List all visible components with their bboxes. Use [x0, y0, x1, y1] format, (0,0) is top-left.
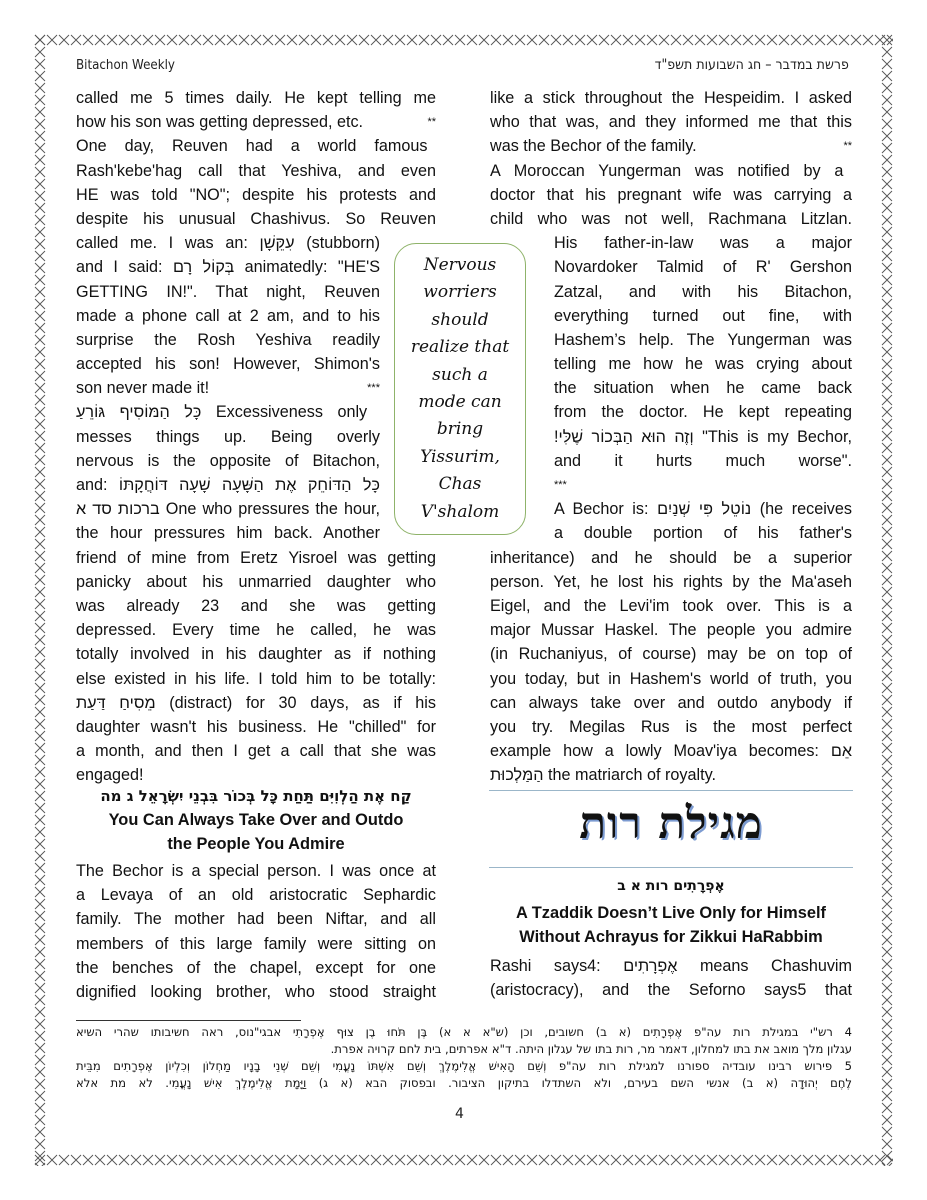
text-line: child who was not well, Rachmana Litzlan. — [490, 209, 852, 228]
text-line: GETTING IN!". That night, Reuven — [76, 282, 380, 301]
text-line: The Bechor is a special person. I was once at — [76, 862, 436, 880]
paragraph-2 — [76, 231, 436, 400]
footnote-separator — [76, 1020, 301, 1021]
text-line: a month, and then I get a call that she was — [76, 742, 436, 761]
text-line: like a stick throughout the Hespeidim. I asked — [490, 89, 852, 107]
text-line: Rash'kebe'hag call that Yeshiva, and even — [76, 161, 436, 180]
text-line: despite his unusual Chashivus. So Reuven — [76, 209, 436, 228]
text-line: and I said: בְּקוֹל רָם animatedly: "HE'S — [76, 258, 380, 277]
paragraph-1 — [76, 86, 436, 231]
title-divider-bottom — [489, 867, 853, 868]
megila-title: מגילת רות — [579, 798, 763, 849]
paragraph-3 — [76, 400, 436, 787]
text-line: HE was told "NO"; despite his protests and — [76, 185, 436, 204]
text-line: (aristocracy), and the Seforno says5 that — [490, 981, 852, 1000]
text-line: the hour pressures him back. Another — [76, 524, 380, 543]
text-line: how his son was getting depressed, etc. ** — [76, 110, 436, 134]
text-line: כָּל הַמּוֹסִיף גּוֹרֵעַ Excessiveness only — [76, 403, 368, 422]
text-line: family. The mother had been Niftar, and all — [76, 910, 436, 929]
border-bottom-pattern — [34, 1154, 893, 1166]
text-line: the situation when he came back — [554, 379, 852, 398]
text-line: Novardoker Talmid of R' Gershon — [554, 258, 852, 277]
text-line: son never made it! *** — [76, 376, 380, 400]
left-column — [76, 86, 436, 787]
paragraph-2 — [490, 159, 852, 498]
footnote-4-line: עגלון מלך מואב את בתו למחלון, דאמר מר, רות בתו של עגלון היתה. ד"א אפרתים, בית לחם קרויה אפרת. — [330, 1042, 852, 1056]
text-line: major Mussar Haskel. The people you admire — [490, 621, 852, 640]
text-line: from the doctor. He kept repeating — [554, 403, 852, 422]
section-separator: *** — [554, 479, 567, 491]
text-line: panicky about his unmarried daughter who — [76, 572, 436, 591]
text-line: you try. Megilas Rus is the most perfect — [490, 717, 852, 736]
text-line: can always take over and outdo anybody if — [490, 693, 852, 712]
text-line: A Moroccan Yungerman was notified by a — [490, 161, 844, 180]
text-line: depressed. Every time he called, he was — [76, 621, 436, 640]
page-number: 4 — [455, 1106, 464, 1122]
footnote-5-line: 5 פירוש רבינו עובדיה ספורנו למגילת רות עה"פ וְשֵׁם הָאִישׁ אֱלִימֶלֶךְ וְשֵׁם אִשְׁתּוֹ נָעֳמִי וְשֵׁם שְׁנֵי בָנָיו מַחְלוֹן וְכִלְיוֹן אֶפְרָתִים מִבֵּית — [76, 1059, 852, 1073]
text-line: example how a lowly Moav'iya becomes: אֵם — [490, 742, 852, 761]
text-line: called me. I was an: עִקֵּשָׁן (stubborn) — [76, 234, 380, 253]
text-line: was already 23 and she was getting — [76, 596, 436, 615]
text-line: accepted his son! However, Shimon's — [76, 355, 380, 374]
text-line: and: כָּל הַדּוֹחֵק אֶת הַשָּׁעָה שָׁעָה דּוֹחֲקָתּוֹ — [76, 476, 380, 494]
text-line: Hashem’s help. The Yungerman was — [554, 330, 852, 349]
border-left-pattern — [34, 34, 46, 1166]
text-line: His father-in-law was a major — [554, 234, 852, 253]
section-separator: *** — [367, 382, 380, 395]
section-separator: ** — [427, 116, 436, 129]
text-line: totally involved in his daughter as if nothing — [76, 645, 436, 664]
text-line: telling me how he was crying about — [554, 355, 852, 374]
text-line: members of this large family were sitting on — [76, 934, 436, 953]
paragraph-4 — [490, 954, 852, 1002]
section-heading-hebrew: קַח אֶת הַלְוִיִּם תַּחַת כָּל בְּכוֹר בִּבְנֵי יִשְׂרָאֵל ג מה — [100, 787, 412, 805]
border-right-pattern — [881, 34, 893, 1166]
border-top-pattern — [34, 34, 893, 46]
title-divider-top — [489, 790, 853, 791]
pull-quote-text: Nervous worriers should realize that such a mode can bring Yissurim, Chas V'shalom — [410, 254, 510, 522]
text-line: a double portion of his father's — [554, 524, 852, 543]
text-line: One day, Reuven had a world famous — [76, 137, 428, 156]
sub-heading-line: A Tzaddik Doesn’t Live Only for Himself — [516, 904, 826, 922]
text-line: a Levaya of an old aristocratic Sephardic — [76, 886, 436, 905]
text-line: Zatzal, and with his Bitachon, — [554, 282, 852, 301]
text-line: friend of mine from Eretz Yisroel was getting — [76, 548, 436, 567]
text-line: messes things up. Being overly — [76, 427, 380, 446]
section-heading — [76, 808, 436, 856]
right-column-lower — [490, 954, 852, 1002]
sub-heading-hebrew: אֶפְרָתִים רות א ב — [617, 878, 725, 894]
text-line: and it hurts much worse". — [554, 451, 852, 470]
text-line: !וְזֶה הוּא הַבְּכוֹר שֶׁלִּי "This is my Bechor, — [554, 427, 852, 446]
text-line: A Bechor is: נוֹטֵל פִּי שְׁנַיִם (he receives — [554, 500, 852, 519]
text-line: dignified looking brother, who stood straight — [76, 982, 436, 1001]
text-line: מֵסִיחַ דַּעַת (distract) for 30 days, as if his — [76, 693, 436, 712]
text-line: doctor that his pregnant wife was carrying a — [490, 185, 852, 204]
paragraph-3 — [490, 497, 852, 787]
text-line: (in Ruchaniyus, of course) may be on top of — [490, 645, 852, 664]
paragraph-1 — [490, 86, 852, 159]
text-line: Eigel, and the Levi'im took over. This is a — [490, 596, 852, 615]
left-column-lower — [76, 859, 436, 1004]
text-line: called me 5 times daily. He kept telling me — [76, 89, 436, 107]
text-line: made a phone call at 2 am, and to his — [76, 306, 380, 325]
sub-heading — [489, 901, 853, 949]
text-line: הַמַּלְכוּת the matriarch of royalty. — [490, 766, 716, 785]
text-line: nervous is the opposite of Bitachon, — [76, 451, 380, 470]
text-line: everything turned out fine, with — [554, 306, 852, 325]
text-line: person. Yet, he lost his rights by the Ma'aseh — [490, 572, 852, 591]
text-line: you today, but in Hashem's world of truth, you — [490, 669, 852, 688]
text-line: the benches of the chapel, except for one — [76, 958, 436, 977]
publication-name: Bitachon Weekly — [76, 57, 175, 73]
text-line: ברכות סד א One who pressures the hour, — [76, 500, 380, 519]
text-line: else existed in his life. I told him to be totally: — [76, 669, 436, 688]
sub-heading-line: Without Achrayus for Zikkui HaRabbim — [519, 928, 823, 946]
right-column — [490, 86, 852, 787]
text-line: inheritance) and he should be a superior — [490, 548, 852, 567]
paragraph-4 — [76, 859, 436, 1004]
parsha-header: פרשת במדבר – חג השבועות תשפ"ד — [654, 57, 849, 73]
text-line: was the Bechor of the family. ** — [490, 134, 852, 158]
section-separator: ** — [843, 140, 852, 153]
text-line: engaged! — [76, 766, 144, 785]
text-line: daughter wasn't his business. He "chilled" for — [76, 717, 436, 736]
text-line: Rashi says4: אֶפְרָתִים means Chashuvim — [490, 957, 852, 975]
text-line: surprise the Rosh Yeshiva readily — [76, 330, 380, 349]
section-heading-line: the People You Admire — [167, 835, 345, 853]
footnote-4-line: 4 רש"י במגילת רות עה"פ אֶפְרָתִים (א ב) חשובים, וכן (ש"א א א) בֶּן תֹּחוּ בֶן צוּף אֶפְרָתִי אבגי"נוס, ראה חשיבותו שהרי השיא — [76, 1025, 852, 1039]
text-line: who that was, and they informed me that this — [490, 113, 852, 132]
footnotes — [76, 1024, 852, 1092]
footnote-5-line: לֶחֶם יְהוּדָה (א ב) אנשי השם בעירם, ולא השתדלו בתיקון הציבור. ובפסוק הבא (א ג) וַיָּמָת אֱלִימֶלֶךְ אִישׁ נָעֳמִי. לא מת אלא — [76, 1076, 852, 1090]
section-heading-line: You Can Always Take Over and Outdo — [108, 811, 404, 829]
